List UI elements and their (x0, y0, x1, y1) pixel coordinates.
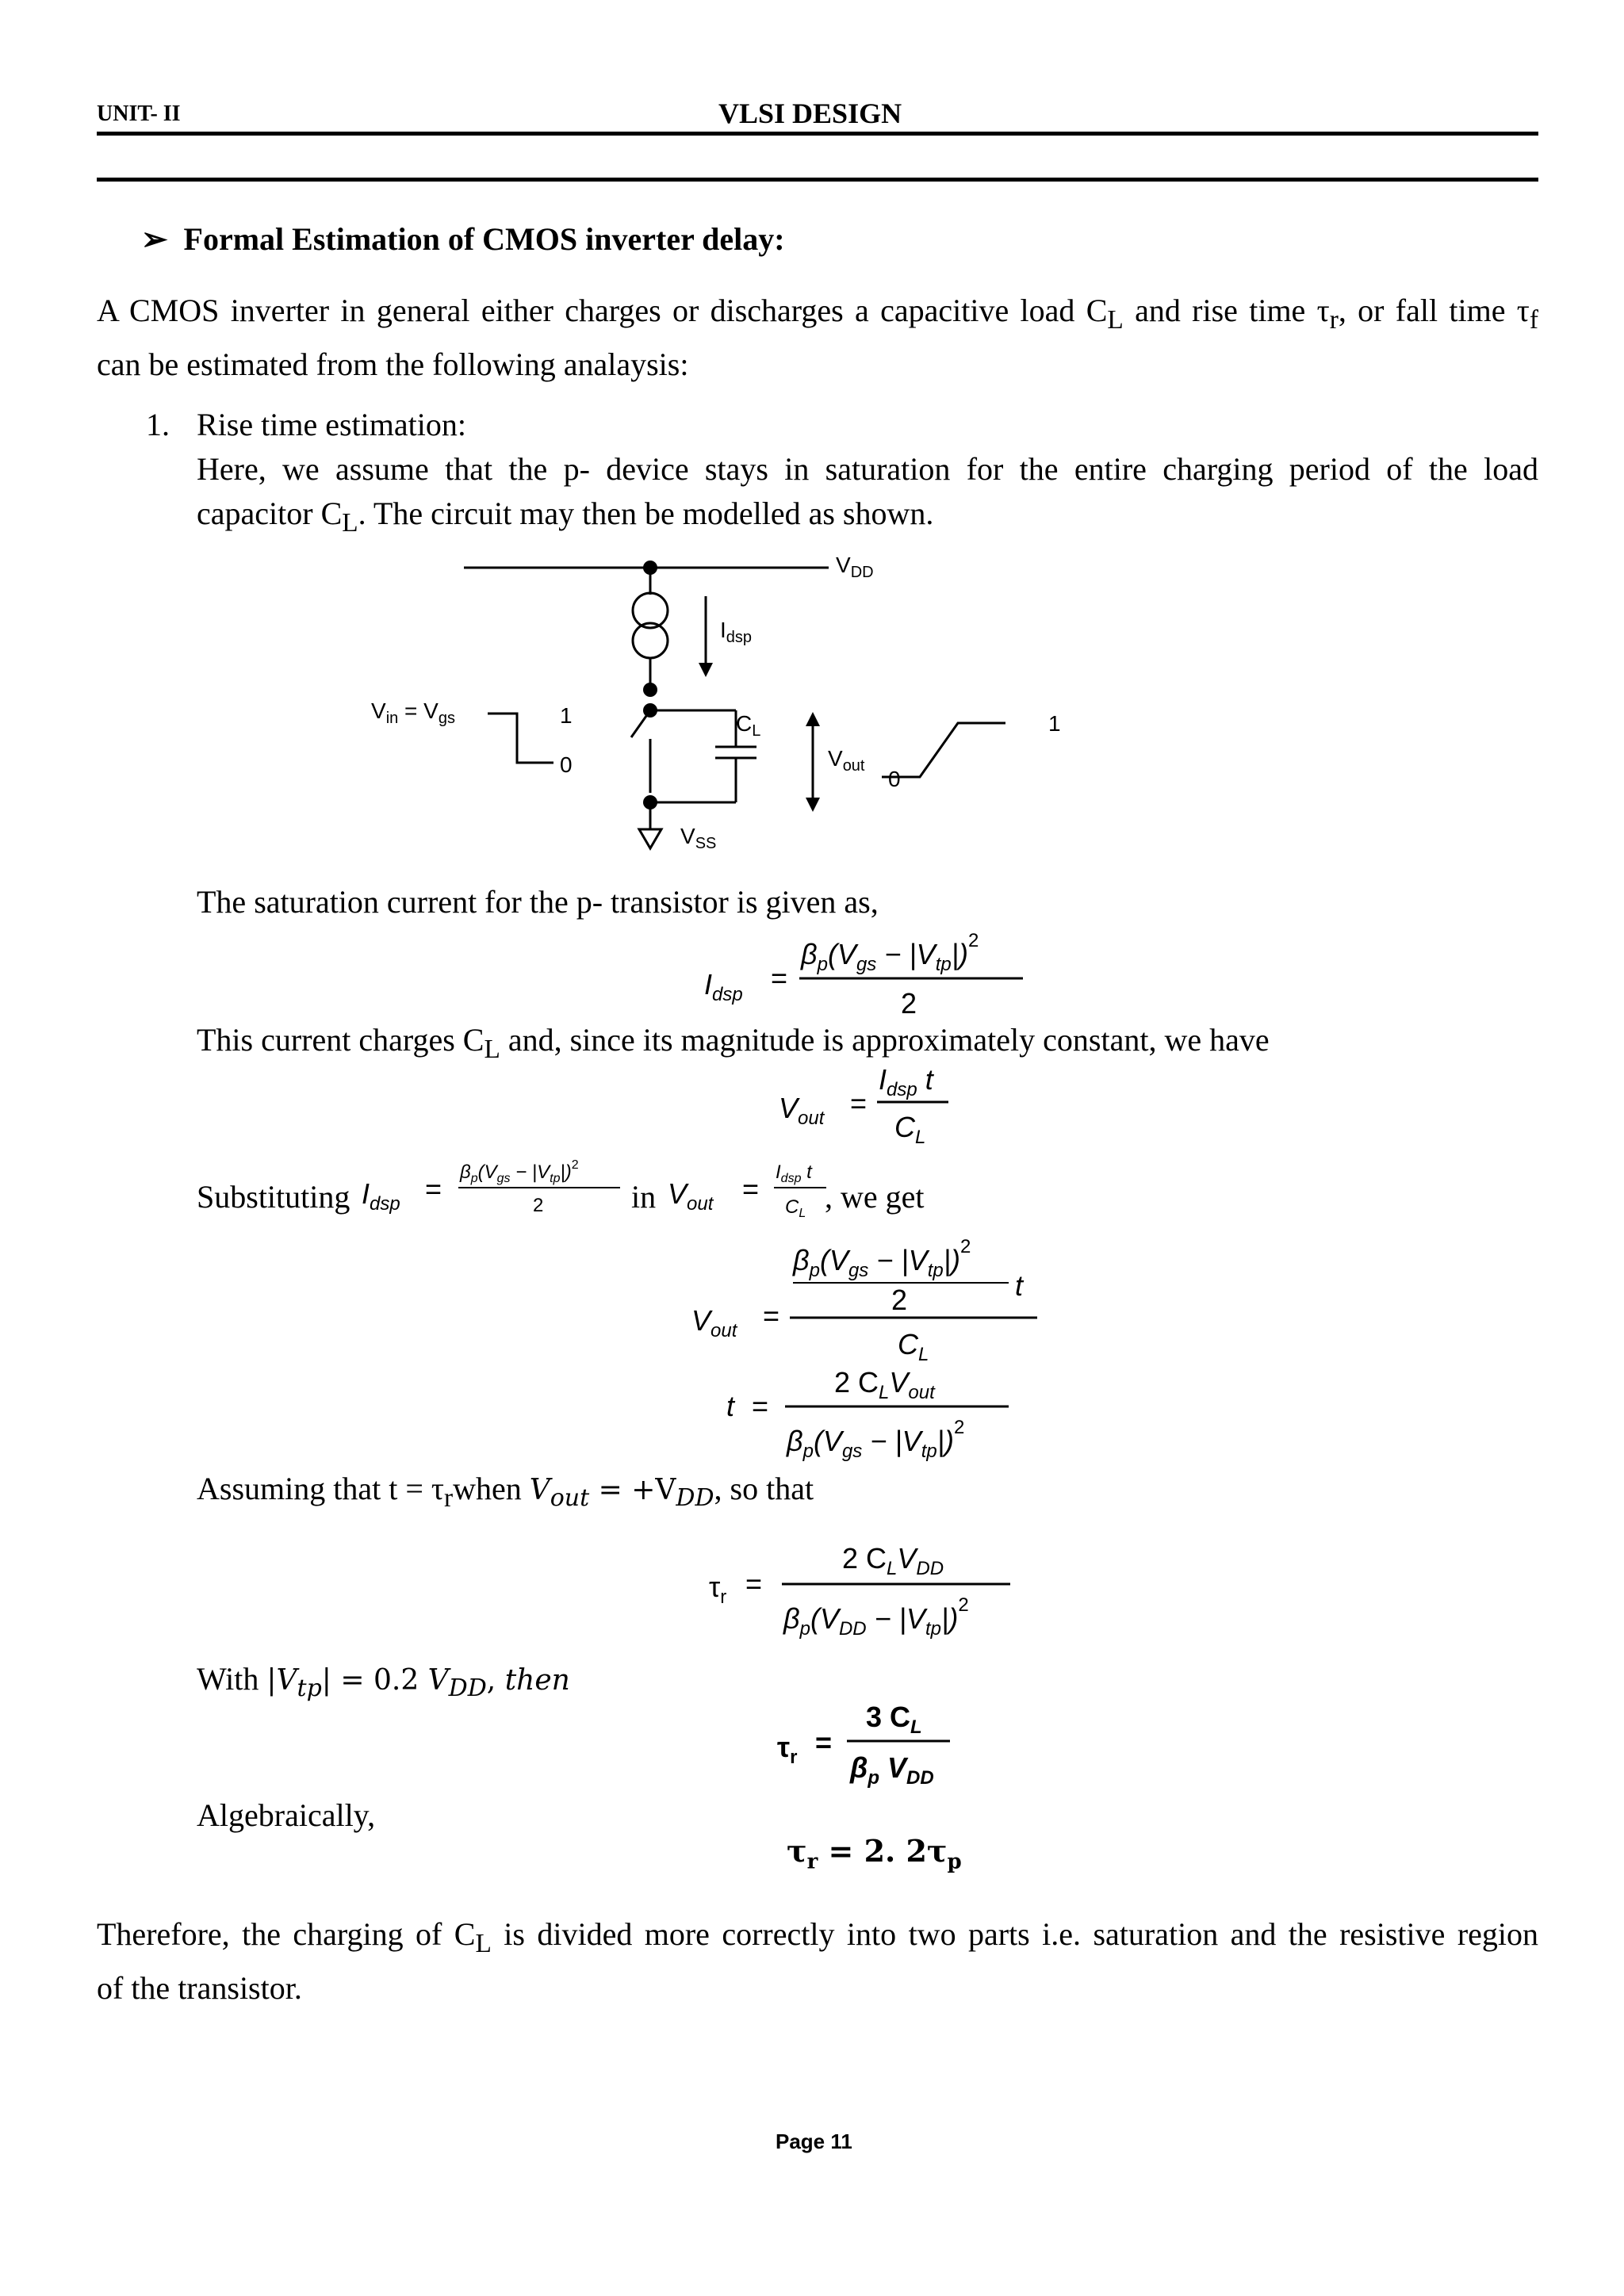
sat-current-text: The saturation current for the p- transistor is given as, (197, 884, 879, 920)
with-text: With $|V_{tp}| = 0.2$ $V_{DD}$, then (197, 1661, 570, 1703)
svg-text:CL: $C_L$ (898, 1328, 929, 1365)
therefore-paragraph: Therefore, the charging of $C_L$ is divided more correctly into two parts i.e. saturation and the resistive region of the transistor. (97, 1916, 1539, 2006)
equation-tau-r-simplified (774, 1692, 964, 1795)
list-title: Rise time estimation: (197, 407, 466, 442)
equation-tau-r-result: $\tau_r = 2$. $2\tau_p$ (787, 1833, 962, 1874)
svg-text:0: 0 (888, 767, 901, 791)
svg-text:=: = (763, 1299, 780, 1332)
svg-text:Vin = Vgs: $V_{in} = V_{gs}$ (371, 698, 455, 727)
svg-text:βp(Vgs − |Vtp|)2: $\beta_p(V_{gs} - |V_{tp}|)^2$ (801, 930, 979, 975)
substituting-text: Substituting (197, 1179, 350, 1215)
svg-text:CL: $C_L$ (785, 1196, 806, 1220)
svg-text:Idsp t: $I_{dsp}$ t (879, 1063, 933, 1100)
header-rule-2 (97, 178, 1538, 182)
with-math: $|V_{tp}| = 0.2$ $V_{DD}$, then (266, 1664, 570, 1703)
page-number: Page 11 (776, 2130, 852, 2153)
svg-text:1: 1 (560, 703, 573, 728)
svg-text:Idsp: $I_{dsp}$ (362, 1177, 400, 1215)
list-number: 1. (146, 407, 170, 442)
svg-text:βp(Vgs − |Vtp|)2: $\beta_p(V_{gs} - |V_{tp}|)^2$ (793, 1236, 971, 1281)
svg-text:=: = (752, 1390, 769, 1422)
ground-icon (639, 829, 661, 848)
svg-text:t: t (726, 1390, 735, 1422)
svg-text:=: = (742, 1173, 760, 1205)
svg-text:=: = (771, 962, 788, 994)
svg-text:τr: $\tau_r$ (709, 1571, 727, 1608)
charges-text: This current charges $C_L$ and, since its magnitude is approximately constant, we have (197, 1022, 1270, 1064)
in-word: in (631, 1179, 657, 1215)
svg-text:1: 1 (1048, 711, 1061, 736)
svg-text:βp(VDD − |Vtp|)2: $\beta_p(V_{DD} - |V_{tp}|)^2$ (783, 1594, 969, 1640)
svg-text:Vout: $V_{out}$ (779, 1092, 825, 1129)
svg-text:=: = (815, 1726, 833, 1758)
equation-t (722, 1359, 1023, 1470)
assuming-text: Assuming that $t = \tau_rwhen$ $V_{out} = +V_{DD}$, so that (197, 1471, 814, 1513)
svg-text:Idsp t: $I_{dsp}$ t (776, 1161, 812, 1185)
list-paragraph: Here, we assume that the p- device stays in saturation for the entire charging period of the load capacitor $C_L$. The circuit may then be modelled as shown. (197, 451, 1538, 538)
svg-text:βp VDD: $\beta_p$ $V_{DD}$ (850, 1751, 934, 1789)
svg-text:2: 2 (891, 1284, 908, 1316)
input-step (488, 714, 553, 763)
svg-text:Vout: $V_{out}$ (828, 746, 865, 775)
inline-equation-vout (665, 1154, 839, 1234)
equation-idsp (698, 920, 1031, 1023)
assuming-math: $V_{out} = +V_{DD}$ (529, 1474, 714, 1513)
svg-text:VSS: $V_{SS}$ (680, 824, 717, 852)
svg-text:VDD: $V_{DD}$ (836, 553, 874, 581)
header-rule (97, 132, 1538, 136)
svg-text:2: 2 (901, 987, 917, 1020)
svg-text:3 CL: 3 $C_L$ (866, 1701, 922, 1738)
svg-text:t: t (1015, 1269, 1024, 1302)
header-title: VLSI DESIGN (718, 98, 902, 129)
header-unit: UNIT- II (97, 101, 181, 126)
svg-text:=: = (425, 1173, 442, 1205)
svg-text:2: 2 (533, 1195, 544, 1216)
svg-text:2 CLVDD: 2 $C_LV_{DD}$ (842, 1542, 944, 1579)
svg-text:CL: $C_L$ (736, 711, 761, 740)
intro-paragraph: A CMOS inverter in general either charges or discharges a capacitive load $C_L$ and rise time $\tau_r$, or fall time $\tau_f$ can be estimated from the following analaysis: (97, 293, 1538, 382)
equation-vout-substituted (688, 1230, 1053, 1367)
svg-text:Idsp: $I_{dsp}$ (704, 968, 743, 1005)
svg-text:=: = (745, 1567, 763, 1600)
svg-text:Vout: $V_{out}$ (668, 1177, 714, 1215)
equation-vout (777, 1058, 967, 1153)
circuit-diagram (349, 547, 1110, 880)
svg-text:Idsp: $I_{dsp}$ (720, 618, 753, 646)
svg-text:CL: $C_L$ (894, 1111, 926, 1148)
arrow-bullet-icon: ➢ (141, 221, 168, 257)
svg-text:βp(Vgs − |Vtp|)2: $\beta_p(V_{gs} - |V_{tp}|)^2$ (787, 1417, 965, 1462)
section-title: ➢ Formal Estimation of CMOS inverter delay: (141, 221, 785, 257)
svg-text:τr: $\tau_r$ (777, 1731, 798, 1768)
we-get-text: , we get (825, 1179, 925, 1215)
svg-text:0: 0 (560, 752, 573, 777)
svg-text:=: = (850, 1087, 868, 1119)
svg-text:Vout: $V_{out}$ (691, 1304, 737, 1341)
equation-tau-r (704, 1536, 1021, 1647)
svg-text:2 CLVout: 2 $C_LV_{out}$ (834, 1366, 935, 1403)
inline-equation-substituting (358, 1154, 644, 1234)
algebraically-text: Algebraically, (197, 1797, 376, 1833)
svg-text:βp(Vgs − |Vtp|)2: $\beta_p(V_{gs} - |V_{tp}|)^2$ (460, 1158, 579, 1185)
